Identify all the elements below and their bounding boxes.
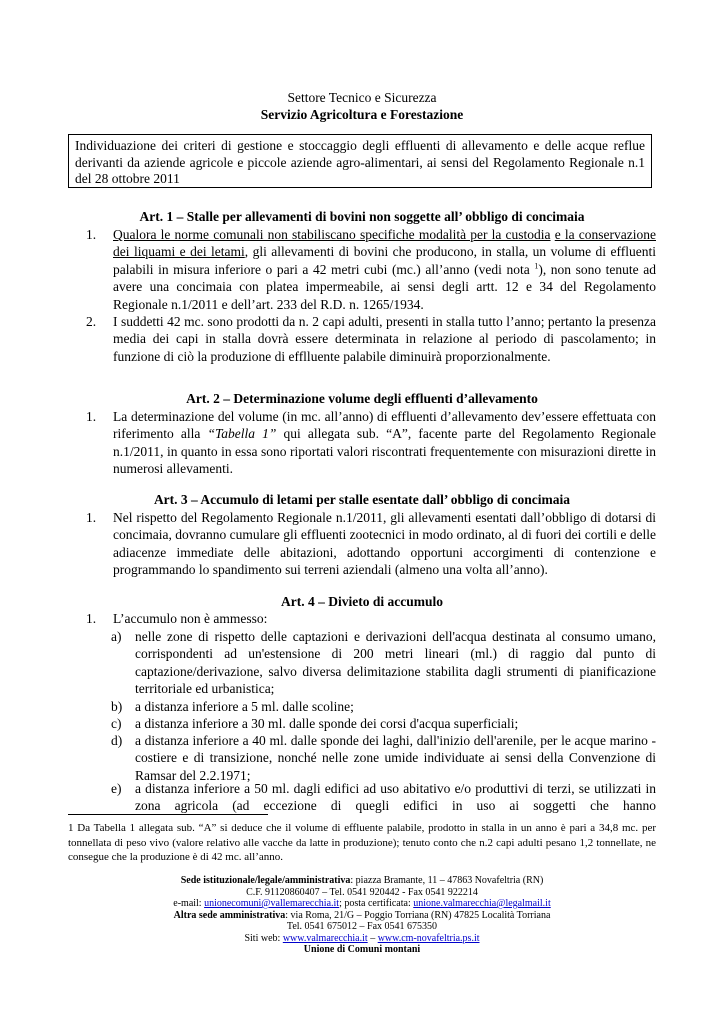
footer-text: : piazza Bramante, 11 – 47863 Novafeltria (RN) xyxy=(350,875,544,886)
footnote-ref: 1 xyxy=(534,261,539,271)
art4-sub-a xyxy=(111,628,656,698)
footer-line-3 xyxy=(0,898,724,910)
footer-label: Altra sede amministrativa xyxy=(173,909,286,921)
text-run: , gli allevamenti di bovini che producono, in stalla, un volume di effluenti palabili in misura inferiore o pari a 42 metri cubi (mc.) all’anno (vedi nota xyxy=(113,244,656,277)
text-run: ), non sono tenute ad avere una concimaia con platea impermeabile, ai sensi degli artt. 12 e 34 del Regolamento Regionale n.1/2011 e dell’art. 233 del R.D. n. 1265/1934. xyxy=(113,261,656,312)
item-number: 1. xyxy=(86,611,97,626)
footer-text: ; posta certificata: xyxy=(339,898,414,909)
item-text: I suddetti 42 mc. sono prodotti da n. 2 capi adulti, presenti in stalla tutto l’anno; pertanto la presenza media dei capi in stalla dovrà essere determinata in relazione al periodo di pascolamento; in funzione di ciò la produzione di efflluente palabile diminuirà proporzionalmente. xyxy=(113,314,656,364)
sub-text: nelle zone di rispetto delle captazioni e derivazioni dell'acqua destinata al consumo umano, corrispondenti ad un'estensione di 200 metri lineari (ml.) di raggio dal punto di captazione/derivazione, salvo diversa delimitazione stabilita dagli strumenti di pianificazione territoriale ed urbanistica; xyxy=(135,629,656,697)
underlined-text: e la conservazione dei liquami e dei letami xyxy=(113,227,656,260)
footer-text: Siti web: xyxy=(244,932,283,944)
item-number: 1. xyxy=(86,409,97,424)
sub-text: a distanza inferiore a 50 ml. dagli edifici ad uso abitativo e/o produttivi di terzi, se utilizzati in zona agricola (ad eccezione di quegli edifici in uso ai soggetti che hanno xyxy=(135,781,656,814)
footer-line-5: Tel. 0541 675012 – Fax 0541 675350 xyxy=(286,921,438,932)
footer-line-6 xyxy=(0,933,724,945)
art3-title: Art. 3 – Accumulo di letami per stalle esentate dall’ obbligo di concimaia xyxy=(153,492,571,507)
item-number: 1. xyxy=(86,227,97,242)
footer-label: Sede istituzionale/legale/amministrativa xyxy=(180,875,351,886)
item-text: Nel rispetto del Regolamento Regionale n.1/2011, gli allevamenti esentati dall’obbligo di dotarsi di concimaia, dovranno cumulare gli effluenti zootecnici in modo ordinato, al di fuori dei cortili e delle adiacenze immediate delle abitazioni, adottando opportuni accorgimenti di contenzione e programmando lo spandimento sui terreni aziendali (almeno una volta all’anno). xyxy=(113,510,656,578)
art2-item-1 xyxy=(86,408,656,478)
sub-text: a distanza inferiore a 5 ml. dalle scoline; xyxy=(135,699,354,714)
text-run: qui allegata sub. “A”, facente parte del Regolamento Regionale n.1/2011, in quanto in essa sono riportati valori riscontrati frequentemente con misurazioni dirette in numerosi allevamenti. xyxy=(113,426,657,477)
item-text xyxy=(113,408,656,478)
art4-sub-d xyxy=(111,732,656,784)
sub-letter: e) xyxy=(111,781,122,796)
footer-text: e-mail: xyxy=(173,898,205,909)
footer xyxy=(0,875,724,956)
art4-sub-c xyxy=(111,715,656,732)
header-service: Servizio Agricoltura e Forestazione xyxy=(260,107,464,122)
footer-line-1 xyxy=(0,875,724,887)
item-number: 1. xyxy=(86,510,97,525)
email-link[interactable]: unionecomuni@vallemarecchia.it xyxy=(204,898,340,909)
sub-letter: c) xyxy=(111,716,122,731)
sub-letter: a) xyxy=(111,629,122,644)
pec-link[interactable]: unione.valmarecchia@legalmail.it xyxy=(413,898,551,909)
footer-text: – xyxy=(367,932,378,944)
item-number: 2. xyxy=(86,314,97,329)
art1-title: Art. 1 – Stalle per allevamenti di bovini non soggette all’ obbligo di concimaia xyxy=(139,209,585,224)
underlined-text: Qualora le norme comunali non stabiliscano specifiche modalità per la custodia xyxy=(113,227,551,242)
footer-line-7: Unione di Comuni montani xyxy=(303,944,421,955)
footer-line-4 xyxy=(0,910,724,922)
header-sector: Settore Tecnico e Sicurezza xyxy=(287,90,437,105)
website-link-2[interactable]: www.cm-novafeltria.ps.it xyxy=(377,932,480,944)
art4-sub-e xyxy=(111,780,656,815)
website-link-1[interactable]: www.valmarecchia.it xyxy=(282,932,368,944)
art2-title: Art. 2 – Determinazione volume degli effluenti d’allevamento xyxy=(186,391,538,406)
footer-line-2: C.F. 91120860407 – Tel. 0541 920442 - Fax 0541 922214 xyxy=(246,886,478,898)
italic-text: “Tabella 1” xyxy=(207,426,277,442)
sub-letter: d) xyxy=(111,733,123,748)
art4-item-1 xyxy=(86,610,656,627)
art4-sub-b xyxy=(111,698,656,715)
art1-item-2 xyxy=(86,313,656,365)
footnote-separator xyxy=(68,814,268,815)
art4-title: Art. 4 – Divieto di accumulo xyxy=(281,594,443,609)
item-text: L’accumulo non è ammesso: xyxy=(113,611,268,626)
footnote: 1 Da Tabella 1 allegata sub. “A” si deduce che il volume di effluente palabile, prodotto in stalla in un anno è pari a 34,8 mc. per tonnellata di peso vivo (valore relativo alle vacche da latte in produzione); tenuto conto che n.2 capi adulti pesano 1,2 tonnellate, ne consegue che la produzione è di 42 mc. all’anno. xyxy=(68,822,656,863)
footer-text: : via Roma, 21/G – Poggio Torriana (RN) 47825 Località Torriana xyxy=(285,909,551,921)
sub-text: a distanza inferiore a 40 ml. dalle sponde dei laghi, dall'inizio dell'arenile, per le acque marino - costiere e di transizione, nonché nelle zone umide individuate ai sensi della Convenzione di Ramsar del 2.2.1971; xyxy=(135,733,656,783)
art3-item-1 xyxy=(86,509,656,579)
sub-letter: b) xyxy=(111,699,123,714)
boxed-title: Individuazione dei criteri di gestione e stoccaggio degli effluenti di allevamento e delle acque reflue derivanti da aziende agricole e piccole aziende agro-alimentari, ai sensi del Regolamento Regionale n.1 del 28 ottobre 2011 xyxy=(68,134,652,188)
text-run: La determinazione del volume (in mc. all’anno) di effluenti d’allevamento dev’essere effettuata con riferimento alla xyxy=(113,409,656,442)
sub-text: a distanza inferiore a 30 ml. dalle sponde dei corsi d'acqua superficiali; xyxy=(135,716,519,731)
item-text xyxy=(113,226,656,313)
art1-item-1 xyxy=(86,226,656,313)
